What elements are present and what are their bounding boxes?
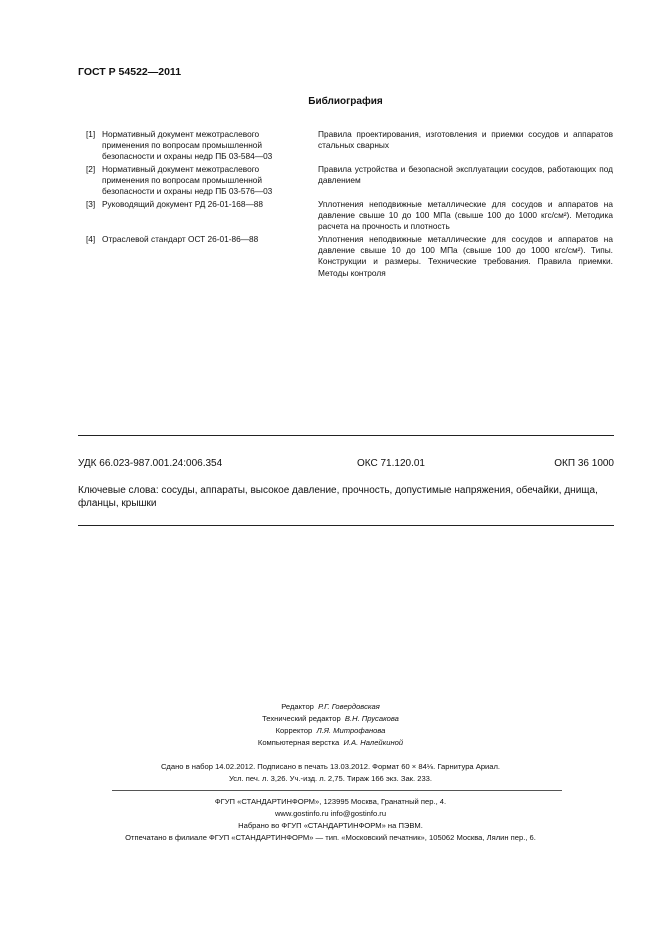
credit-name: В.Н. Прусакова [344, 714, 399, 723]
divider-top [78, 435, 614, 436]
publisher-contacts: www.gostinfo.ru info@gostinfo.ru [274, 809, 387, 818]
credit-role: Компьютерная верстка [257, 738, 340, 747]
credit-role: Корректор [275, 726, 313, 735]
print-info-line: Сдано в набор 14.02.2012. Подписано в печать 13.03.2012. Формат 60 × 84⅛. Гарнитура Ариал. [160, 762, 501, 771]
credit-role: Редактор [281, 702, 314, 711]
bibliography-title: Библиография [308, 96, 383, 107]
credit-name: Р.Г. Говердовская [318, 702, 380, 711]
reference-source: Нормативный документ межотраслевого применения по вопросам промышленной безопасности и охраны недр ПБ 03-576—03 [102, 164, 273, 197]
publisher-printed: Отпечатано в филиале ФГУП «СТАНДАРТИНФОРМ» — тип. «Московский печатник», 105062 Москва, Лялин пер., 6. [125, 833, 536, 842]
credit-editor [0, 701, 661, 713]
reference-number: [1] [86, 129, 96, 139]
credit-tech-editor [0, 713, 661, 725]
okp-code: ОКП 36 1000 [554, 458, 614, 469]
oks-code: ОКС 71.120.01 [357, 458, 425, 469]
reference-title: Правила проектирования, изготовления и приемки сосудов и аппаратов стальных сварных [318, 129, 613, 151]
reference-number: [2] [86, 164, 96, 174]
document-code: ГОСТ Р 54522—2011 [78, 66, 182, 78]
publisher-address: ФГУП «СТАНДАРТИНФОРМ», 123995 Москва, Гранатный пер., 4. [214, 797, 447, 806]
publisher-typeset: Набрано во ФГУП «СТАНДАРТИНФОРМ» на ПЭВМ. [238, 821, 423, 830]
reference-number: [3] [86, 199, 96, 209]
divider-bottom [78, 525, 614, 526]
credit-corrector [0, 725, 661, 737]
credit-role: Технический редактор [262, 714, 341, 723]
print-info-line: Усл. печ. л. 3,26. Уч.-изд. л. 2,75. Тираж 166 экз. Зак. 233. [228, 774, 433, 783]
credit-layout [0, 737, 661, 749]
keywords: Ключевые слова: сосуды, аппараты, высокое давление, прочность, допустимые напряжения, обечайки, днища, фланцы, крышки [78, 485, 598, 509]
udk-code: УДК 66.023-987.001.24:006.354 [78, 458, 223, 469]
reference-title: Уплотнения неподвижные металлические для сосудов и аппаратов на давление свыше 10 до 100 МПа (свыше 100 до 1000 кгс/см²). Методика расчета на прочность и плотность [318, 199, 613, 232]
credit-name: Л.Я. Митрофанова [316, 726, 386, 735]
divider-publisher [112, 790, 562, 791]
reference-source: Руководящий документ РД 26-01-168—88 [102, 199, 263, 209]
reference-title: Уплотнения неподвижные металлические для сосудов и аппаратов на давление свыше 10 до 100 МПа (свыше 100 до 1000 кгс/см²). Типы. Конструкции и размеры. Технические требования. Правила приемки. Методы контроля [318, 234, 613, 278]
reference-source: Отраслевой стандарт ОСТ 26-01-86—88 [102, 234, 259, 244]
reference-title: Правила устройства и безопасной эксплуатации сосудов, работающих под давлением [318, 164, 613, 186]
credit-name: И.А. Налейкиной [343, 738, 404, 747]
reference-number: [4] [86, 234, 96, 244]
reference-source: Нормативный документ межотраслевого применения по вопросам промышленной безопасности и охраны недр ПБ 03-584—03 [102, 129, 273, 162]
